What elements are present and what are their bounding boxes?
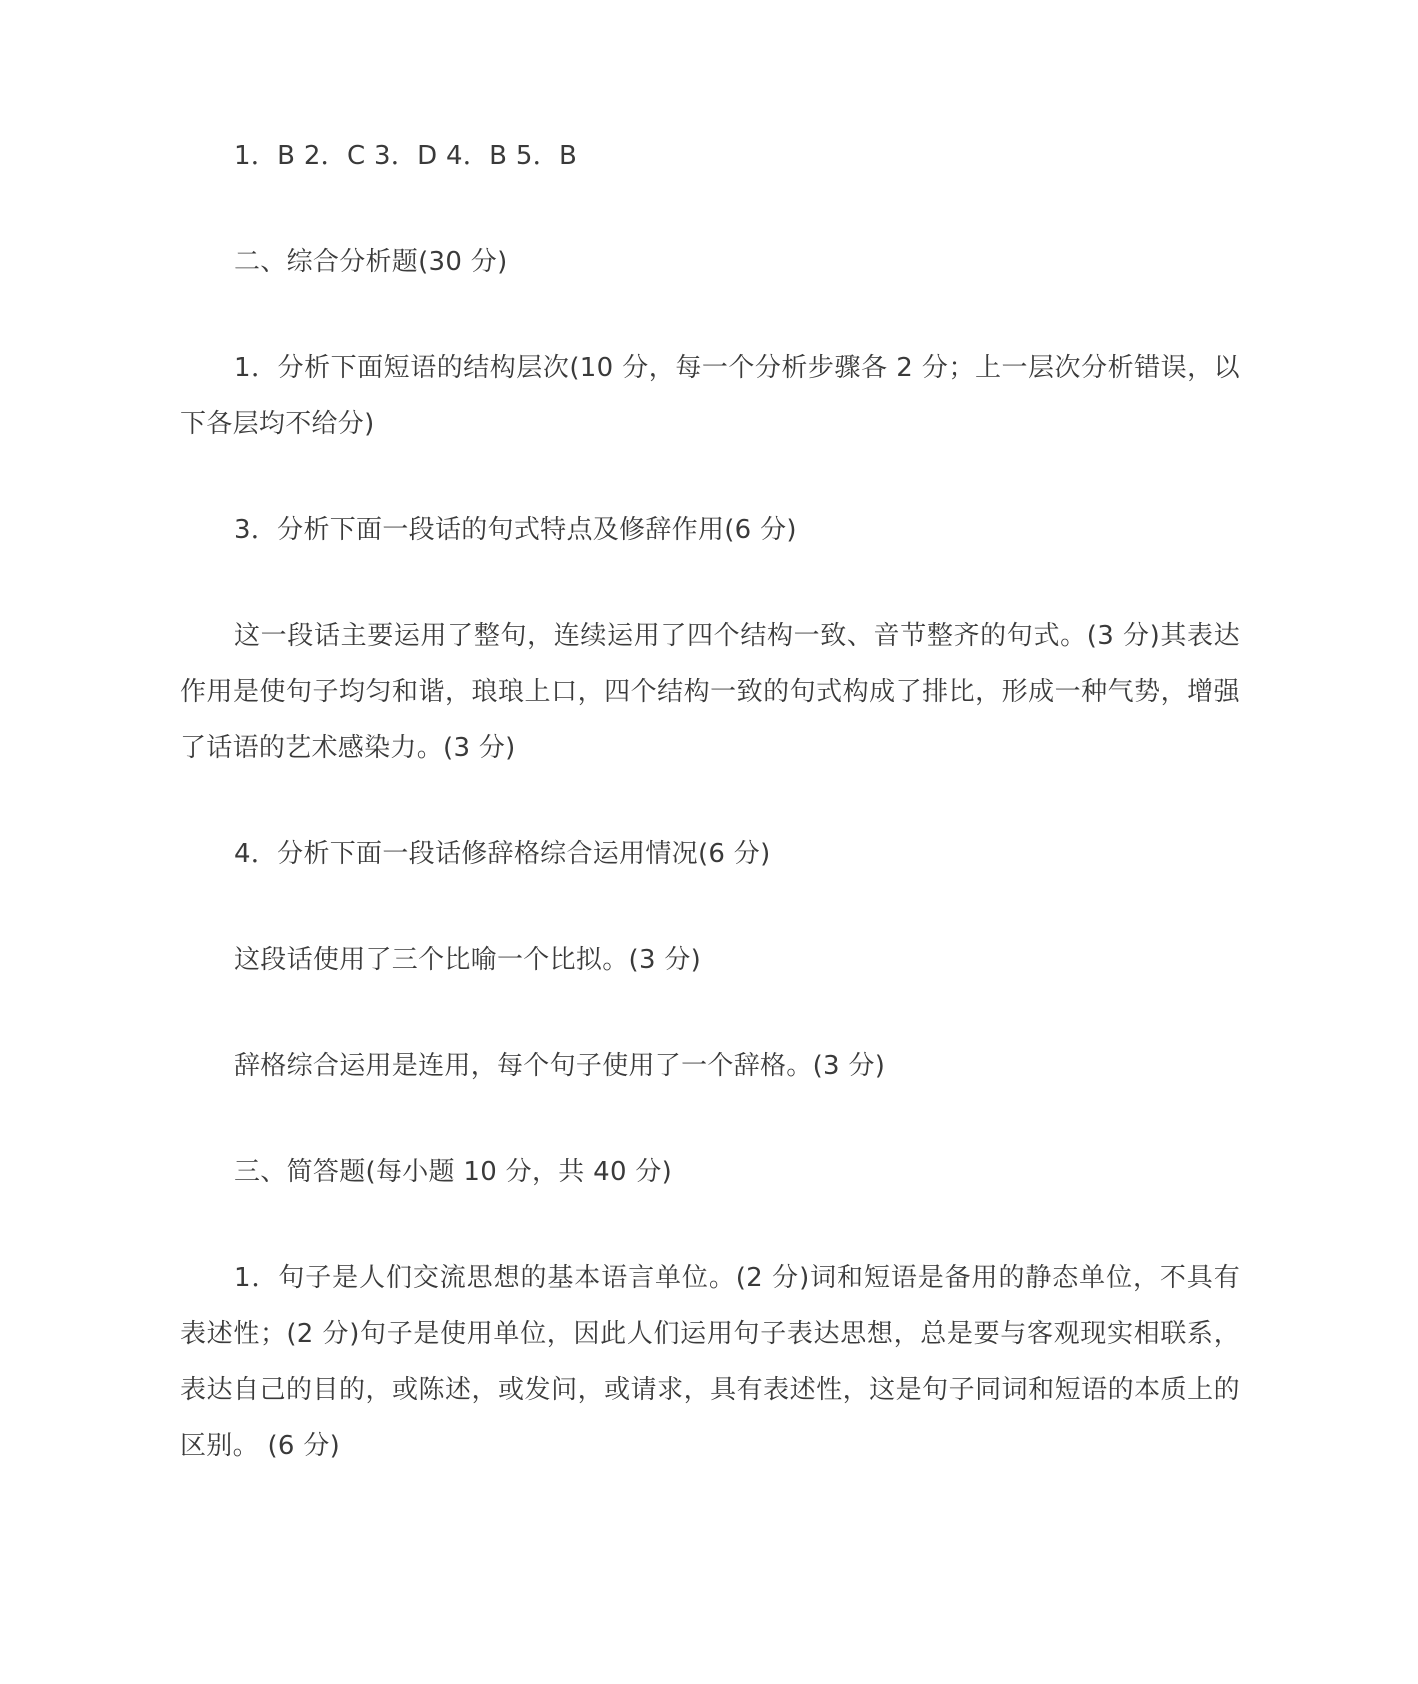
question-3-sentence-features: 3．分析下面一段话的句式特点及修辞作用(6 分) — [234, 515, 797, 545]
answer-4-part-2: 辞格综合运用是连用，每个句子使用了一个辞格。(3 分) — [234, 1051, 886, 1081]
answer-key-choices: 1．B 2．C 3．D 4．B 5．B — [234, 141, 578, 171]
section-heading-analysis: 二、综合分析题(30 分) — [234, 247, 508, 277]
short-answer-1-text: 1．句子是人们交流思想的基本语言单位。(2 分)词和短语是备用的静态单位，不具有表述性；(2 分)句子是使用单位，因此人们运用句子表达思想，总是要与客观现实相联系，表达自己的目的，或陈述，或发问，或请求，具有表述性，这是句子同词和短语的本质上的区别。 (6 分) — [180, 1263, 1240, 1461]
section-heading-short-answer: 三、简答题(每小题 10 分，共 40 分) — [234, 1157, 673, 1187]
answer-4-part-1: 这段话使用了三个比喻一个比拟。(3 分) — [234, 945, 702, 975]
question-1-phrase-structure: 1．分析下面短语的结构层次(10 分，每一个分析步骤各 2 分；上一层次分析错误，以下各层均不给分) — [180, 353, 1240, 439]
document-page — [180, 128, 1240, 1524]
question-4-rhetoric: 4．分析下面一段话修辞格综合运用情况(6 分) — [234, 839, 771, 869]
answer-3-text: 这一段话主要运用了整句，连续运用了四个结构一致、音节整齐的句式。(3 分)其表达作用是使句子均匀和谐，琅琅上口，四个结构一致的句式构成了排比，形成一种气势，增强了话语的艺术感染力。(3 分) — [180, 621, 1240, 763]
